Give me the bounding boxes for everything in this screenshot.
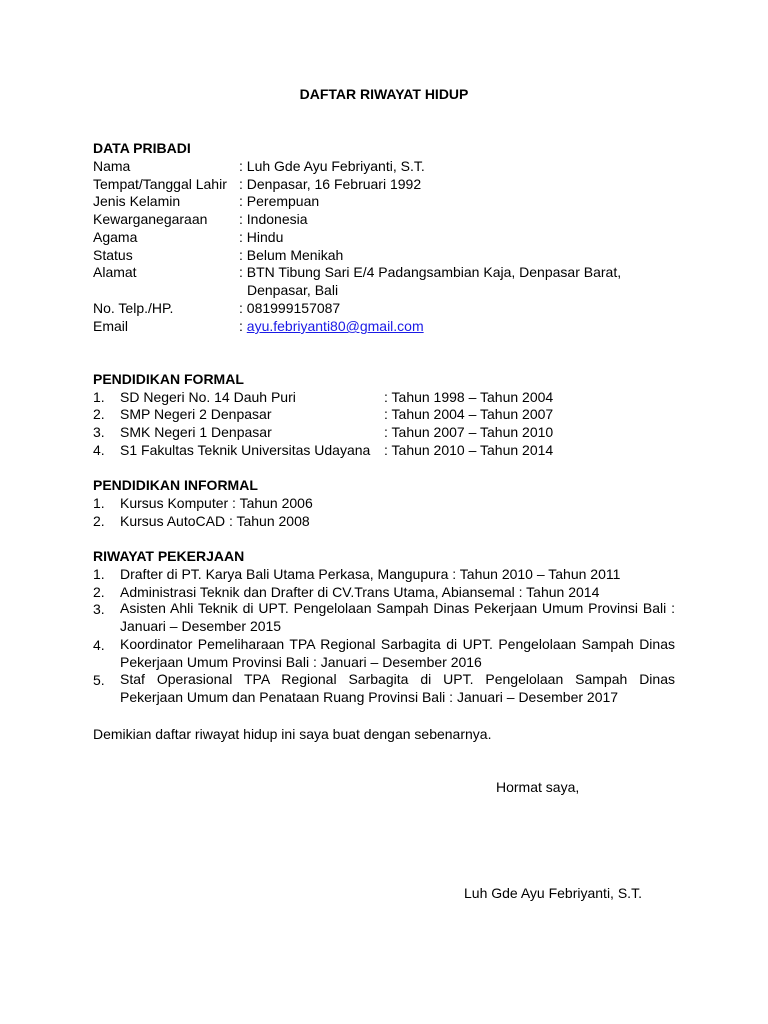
informal-number: 1.	[93, 495, 105, 511]
formal-school: S1 Fakultas Teknik Universitas Udayana	[120, 442, 371, 458]
value-kewarganegaraan: : Indonesia	[239, 211, 308, 227]
label-telepon: No. Telp./HP.	[93, 300, 174, 316]
value-jenis-kelamin: : Perempuan	[239, 193, 320, 209]
formal-number: 2.	[93, 406, 105, 422]
formal-school: SMP Negeri 2 Denpasar	[120, 406, 272, 422]
closing-statement: Demikian daftar riwayat hidup ini saya buat dengan sebenarnya.	[93, 726, 492, 742]
work-entry	[120, 636, 675, 671]
formal-number: 3.	[93, 424, 105, 440]
work-entry-line: Pekerjaan Umum dan Penataan Ruang Provinsi Bali : Januari – Desember 2017	[120, 688, 619, 705]
label-kewarganegaraan: Kewarganegaraan	[93, 211, 208, 227]
work-entry	[120, 671, 675, 706]
value-tempat-tanggal-lahir: : Denpasar, 16 Februari 1992	[239, 176, 422, 192]
work-entry-line: Asisten Ahli Teknik di UPT. Pengelolaan Sampah Dinas Pekerjaan Umum Provinsi Bali :	[120, 600, 675, 616]
formal-period: : Tahun 2004 – Tahun 2007	[384, 406, 554, 422]
formal-number: 4.	[93, 442, 105, 458]
section-heading-pendidikan-formal: PENDIDIKAN FORMAL	[93, 371, 244, 387]
formal-school: SD Negeri No. 14 Dauh Puri	[120, 389, 296, 405]
work-entry-line: Januari – Desember 2015	[120, 617, 282, 634]
formal-period: : Tahun 1998 – Tahun 2004	[384, 389, 554, 405]
signature-name: Luh Gde Ayu Febriyanti, S.T.	[464, 885, 642, 901]
work-entry: Drafter di PT. Karya Bali Utama Perkasa, Mangupura : Tahun 2010 – Tahun 2011	[120, 566, 621, 582]
label-email: Email	[93, 318, 129, 334]
informal-number: 2.	[93, 513, 105, 529]
value-telepon: : 081999157087	[239, 300, 341, 316]
value-alamat: : BTN Tibung Sari E/4 Padangsambian Kaja, Denpasar Barat,	[239, 264, 622, 280]
document-title: DAFTAR RIWAYAT HIDUP	[299, 86, 469, 102]
formal-school: SMK Negeri 1 Denpasar	[120, 424, 272, 440]
informal-course: Kursus AutoCAD : Tahun 2008	[120, 513, 310, 529]
label-jenis-kelamin: Jenis Kelamin	[93, 193, 181, 209]
work-entry: Administrasi Teknik dan Drafter di CV.Trans Utama, Abiansemal : Tahun 2014	[120, 584, 600, 600]
greeting: Hormat saya,	[496, 779, 580, 795]
informal-course: Kursus Komputer : Tahun 2006	[120, 495, 313, 511]
work-entry-line: Staf Operasional TPA Regional Sarbagita di UPT. Pengelolaan Sampah Dinas	[120, 671, 675, 687]
formal-period: : Tahun 2007 – Tahun 2010	[384, 424, 554, 440]
work-entry	[120, 600, 675, 635]
value-alamat-line2: Denpasar, Bali	[247, 282, 339, 298]
work-entry-line: Koordinator Pemeliharaan TPA Regional Sarbagita di UPT. Pengelolaan Sampah Dinas	[120, 636, 675, 652]
work-number: 4.	[93, 637, 105, 653]
section-heading-data-pribadi: DATA PRIBADI	[93, 140, 191, 156]
value-nama: : Luh Gde Ayu Febriyanti, S.T.	[239, 158, 425, 174]
value-agama: : Hindu	[239, 229, 284, 245]
work-number: 2.	[93, 584, 105, 600]
label-tempat-tanggal-lahir: Tempat/Tanggal Lahir	[93, 176, 227, 192]
section-heading-riwayat-pekerjaan: RIWAYAT PEKERJAAN	[93, 548, 245, 564]
work-number: 5.	[93, 672, 105, 688]
label-alamat: Alamat	[93, 264, 137, 280]
work-entry-line: Pekerjaan Umum Provinsi Bali : Januari – Desember 2016	[120, 653, 482, 670]
section-heading-pendidikan-informal: PENDIDIKAN INFORMAL	[93, 477, 258, 493]
label-status: Status	[93, 247, 133, 263]
label-nama: Nama	[93, 158, 131, 174]
label-agama: Agama	[93, 229, 138, 245]
formal-period: : Tahun 2010 – Tahun 2014	[384, 442, 554, 458]
email-link[interactable]: ayu.febriyanti80@gmail.com	[246, 318, 424, 334]
email-colon: :	[239, 318, 247, 334]
value-email	[239, 317, 424, 335]
value-status: : Belum Menikah	[239, 247, 344, 263]
work-number: 1.	[93, 566, 105, 582]
formal-number: 1.	[93, 389, 105, 405]
work-number: 3.	[93, 601, 105, 617]
